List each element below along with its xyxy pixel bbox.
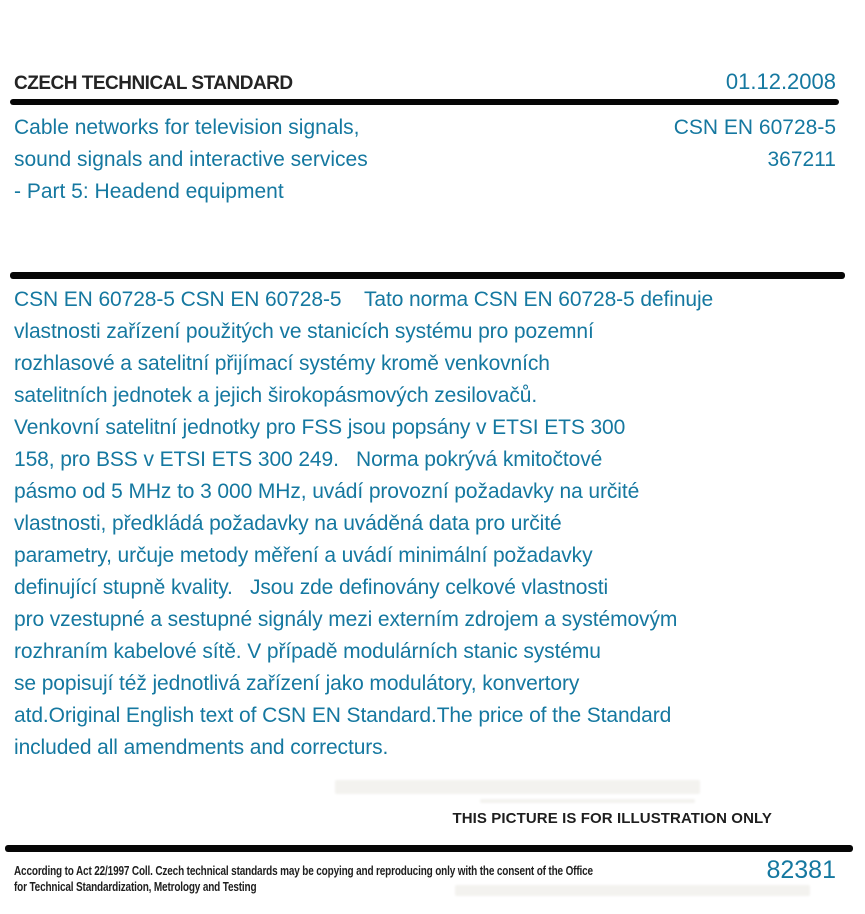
abstract-line: se popisují též jednotlivá zařízení jako modulátory, konvertory <box>14 672 580 695</box>
page-title: CZECH TECHNICAL STANDARD <box>14 73 293 94</box>
standard-number: CSN EN 60728-5 <box>673 116 836 139</box>
abstract-line: 158, pro BSS v ETSI ETS 300 249. Norma pokrývá kmitočtové <box>14 448 603 471</box>
header <box>14 69 836 95</box>
abstract-line: vlastnosti, předkládá požadavky na uváděná data pro určité <box>14 512 562 535</box>
abstract-line: definující stupně kvality. Jsou zde definovány celkové vlastnosti <box>14 576 609 599</box>
standard-reference <box>674 112 836 176</box>
abstract-line: Venkovní satelitní jednotky pro FSS jsou popsány v ETSI ETS 300 <box>14 416 626 439</box>
class-number: 367211 <box>767 148 836 171</box>
abstract-line: parametry, určuje metody měření a uvádí minimální požadavky <box>14 544 593 567</box>
abstract-line: atd.Original English text of CSN EN Standard.The price of the Standard <box>14 704 672 727</box>
abstract-line: pro vzestupné a sestupné signály mezi externím zdrojem a systémovým <box>14 608 678 631</box>
document-number: 82381 <box>766 856 836 884</box>
title-block <box>14 112 836 208</box>
ghost-text <box>480 799 695 803</box>
abstract-line: pásmo od 5 MHz to 3 000 MHz, uvádí provozní požadavky na určité <box>14 480 640 503</box>
footer-legal-line: for Technical Standardization, Metrology and Testing <box>14 880 257 894</box>
publication-date: 01.12.2008 <box>725 69 836 94</box>
abstract-text <box>14 284 844 764</box>
footer-divider <box>5 845 853 852</box>
abstract-line: vlastnosti zařízení použitých ve stanicích systému pro pozemní <box>14 320 594 343</box>
section-divider <box>10 272 845 279</box>
standard-title-line: sound signals and interactive services <box>14 148 368 171</box>
footer-legal-line: According to Act 22/1997 Coll. Czech technical standards may be copying and reproducing only with the consent of the Office <box>14 864 593 878</box>
standard-title-line: - Part 5: Headend equipment <box>14 180 284 203</box>
ghost-text <box>335 780 700 794</box>
illustration-note: THIS PICTURE IS FOR ILLUSTRATION ONLY <box>452 810 772 827</box>
header-divider <box>10 99 839 105</box>
abstract-line: satelitních jednotek a jejich širokopásmových zesilovačů. <box>14 384 538 407</box>
standard-title-line: Cable networks for television signals, <box>14 116 360 139</box>
abstract-line: rozhraním kabelové sítě. V případě modulárních stanic systému <box>14 640 601 663</box>
ghost-text <box>455 885 810 896</box>
abstract-line: included all amendments and correcturs. <box>14 736 389 759</box>
abstract-line: rozhlasové a satelitní přijímací systémy kromě venkovních <box>14 352 550 375</box>
standard-title <box>14 112 368 208</box>
abstract-line: CSN EN 60728-5 CSN EN 60728-5 Tato norma CSN EN 60728-5 definuje <box>14 288 714 311</box>
